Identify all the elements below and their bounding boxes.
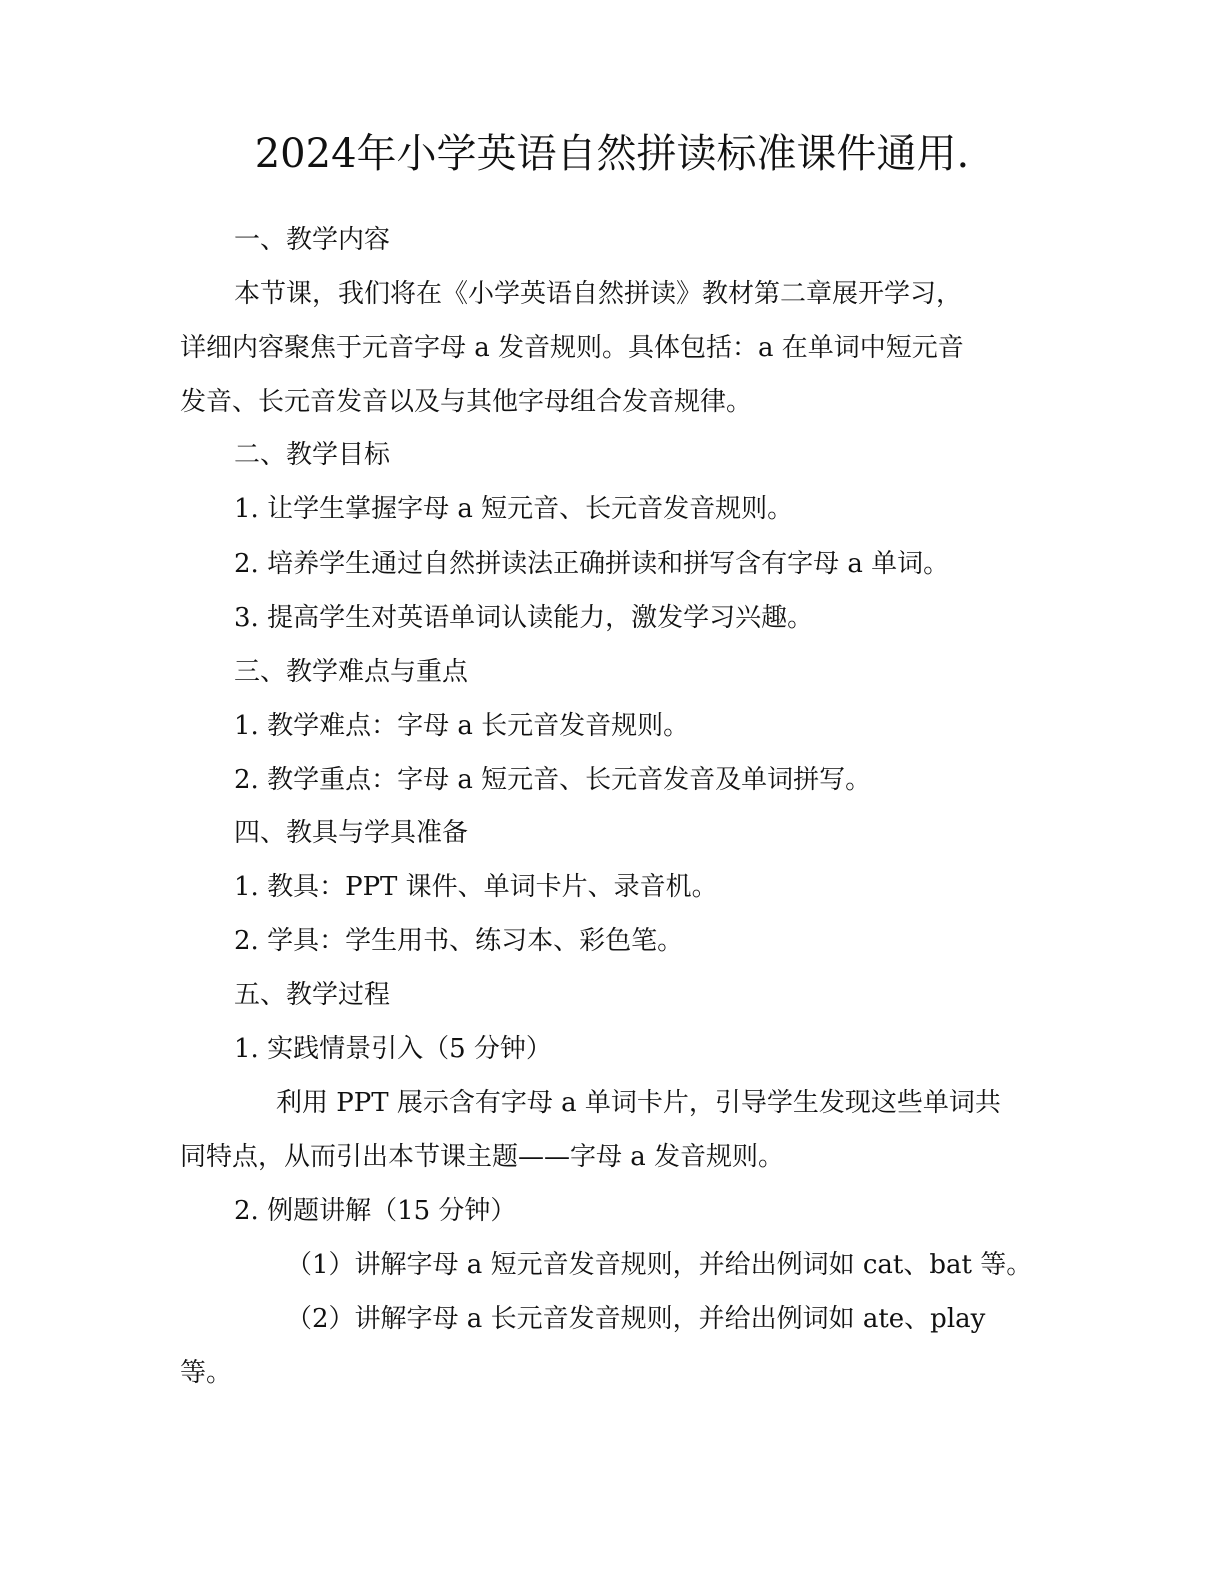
sub-list-item: （1）讲解字母 a 短元音发音规则，并给出例词如 cat、bat 等。 [286,1250,1033,1280]
list-item: 3. 提高学生对英语单词认读能力，激发学习兴趣。 [234,603,814,633]
paragraph-line: 等。 [180,1358,233,1388]
list-item: 1. 教学难点：字母 a 长元音发音规则。 [234,711,690,741]
list-item: 1. 实践情景引入（5 分钟） [234,1034,552,1064]
list-item: 2. 培养学生通过自然拼读法正确拼读和拼写含有字母 a 单词。 [234,549,950,579]
list-item: 2. 学具：学生用书、练习本、彩色笔。 [234,926,684,956]
document-title: 2024年小学英语自然拼读标准课件通用. [254,131,970,177]
section-heading-content: 一、教学内容 [234,225,391,255]
list-item: 2. 例题讲解（15 分钟） [234,1196,517,1226]
paragraph-line: 同特点，从而引出本节课主题——字母 a 发音规则。 [180,1142,785,1172]
section-heading-materials: 四、教具与学具准备 [234,818,469,848]
paragraph-line: 详细内容聚焦于元音字母 a 发音规则。具体包括：a 在单词中短元音 [180,333,964,363]
section-heading-difficulties: 三、教学难点与重点 [234,657,469,687]
paragraph-line: 发音、长元音发音以及与其他字母组合发音规律。 [180,387,753,417]
list-item: 2. 教学重点：字母 a 短元音、长元音发音及单词拼写。 [234,765,872,795]
section-heading-goals: 二、教学目标 [234,440,391,470]
list-item: 1. 让学生掌握字母 a 短元音、长元音发音规则。 [234,494,794,524]
section-heading-process: 五、教学过程 [234,980,391,1010]
list-item: 1. 教具：PPT 课件、单词卡片、录音机。 [234,872,718,902]
paragraph-line: 利用 PPT 展示含有字母 a 单词卡片，引导学生发现这些单词共 [276,1088,1001,1118]
paragraph-line: 本节课，我们将在《小学英语自然拼读》教材第二章展开学习， [234,279,963,309]
sub-list-item: （2）讲解字母 a 长元音发音规则，并给出例词如 ate、play [286,1304,986,1334]
